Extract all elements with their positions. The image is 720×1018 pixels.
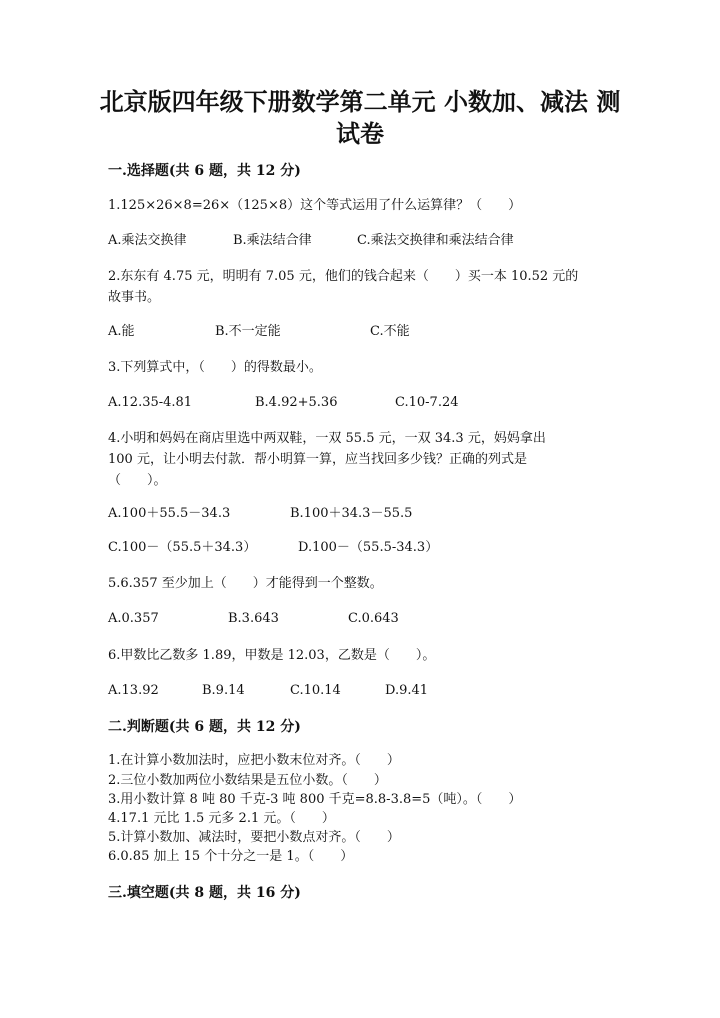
judge-item: 2.三位小数加两位小数结果是五位小数。（ ） (108, 773, 387, 788)
question-4-option-a: A.100＋55.5－34.3 (108, 506, 231, 521)
question-3-option-a: A.12.35-4.81 (108, 395, 193, 410)
judge-item: 5.计算小数加、减法时，要把小数点对齐。（ ） (108, 830, 400, 845)
question-6-stem: 6.甲数比乙数多 1.89，甲数是 12.03，乙数是（ ）。 (108, 648, 436, 663)
question-2-stem-line-1: 2.东东有 4.75 元，明明有 7.05 元，他们的钱合起来（ ）买一本 10.52 元的 (108, 269, 579, 284)
question-6-option-a: A.13.92 (108, 683, 159, 698)
question-2-option-c: C.不能 (370, 324, 410, 339)
section-heading-choice: 一.选择题(共 6 题，共 12 分) (108, 163, 301, 179)
question-5-stem: 5.6.357 至少加上（ ）才能得到一个整数。 (108, 576, 383, 591)
question-4-stem-line-2: 100 元，让小明去付款．帮小明算一算，应当找回多少钱？正确的列式是 (108, 452, 527, 467)
section-heading-fill-blank: 三.填空题(共 8 题，共 16 分) (108, 885, 301, 901)
question-4-option-d: D.100－（55.5-34.3） (298, 540, 439, 555)
question-5-option-b: B.3.643 (228, 611, 279, 626)
question-4-option-c: C.100－（55.5＋34.3） (108, 540, 257, 555)
question-4-stem-line-1: 4.小明和妈妈在商店里选中两双鞋，一双 55.5 元，一双 34.3 元，妈妈拿出 (108, 431, 546, 446)
judge-item: 4.17.1 元比 1.5 元多 2.1 元。（ ） (108, 811, 335, 826)
question-1-option-a: A.乘法交换律 (108, 233, 187, 248)
question-4-stem-line-3: （ ）。 (108, 473, 167, 488)
question-5-option-a: A.0.357 (108, 611, 159, 626)
judge-item: 6.0.85 加上 15 个十分之一是 1。（ ） (108, 849, 354, 864)
question-6-option-b: B.9.14 (202, 683, 245, 698)
question-6-option-d: D.9.41 (385, 683, 429, 698)
question-3-option-b: B.4.92+5.36 (255, 395, 338, 410)
title-line-2: 试卷 (336, 119, 384, 148)
question-6-option-c: C.10.14 (290, 683, 341, 698)
question-4-option-b: B.100＋34.3－55.5 (290, 506, 413, 521)
question-1-stem: 1.125×26×8=26×（125×8）这个等式运用了什么运算律？（ ） (108, 198, 522, 213)
judge-item: 3.用小数计算 8 吨 80 千克-3 吨 800 千克=8.8-3.8=5（吨）。（ ） (108, 792, 522, 807)
question-1-option-b: B.乘法结合律 (233, 233, 312, 248)
judge-item: 1.在计算小数加法时，应把小数末位对齐。（ ） (108, 753, 400, 768)
question-1-option-c: C.乘法交换律和乘法结合律 (357, 233, 514, 248)
question-2-stem-line-2: 故事书。 (108, 290, 161, 305)
question-3-stem: 3.下列算式中，（ ）的得数最小。 (108, 360, 322, 375)
question-5-option-c: C.0.643 (348, 611, 399, 626)
question-2-option-b: B.不一定能 (215, 324, 281, 339)
page-title (60, 86, 660, 150)
title-line-1: 北京版四年级下册数学第二单元 小数加、减法 测 (99, 87, 621, 116)
question-3-option-c: C.10-7.24 (395, 395, 459, 410)
question-2-option-a: A.能 (108, 324, 135, 339)
section-heading-true-false: 二.判断题(共 6 题，共 12 分) (108, 719, 301, 735)
